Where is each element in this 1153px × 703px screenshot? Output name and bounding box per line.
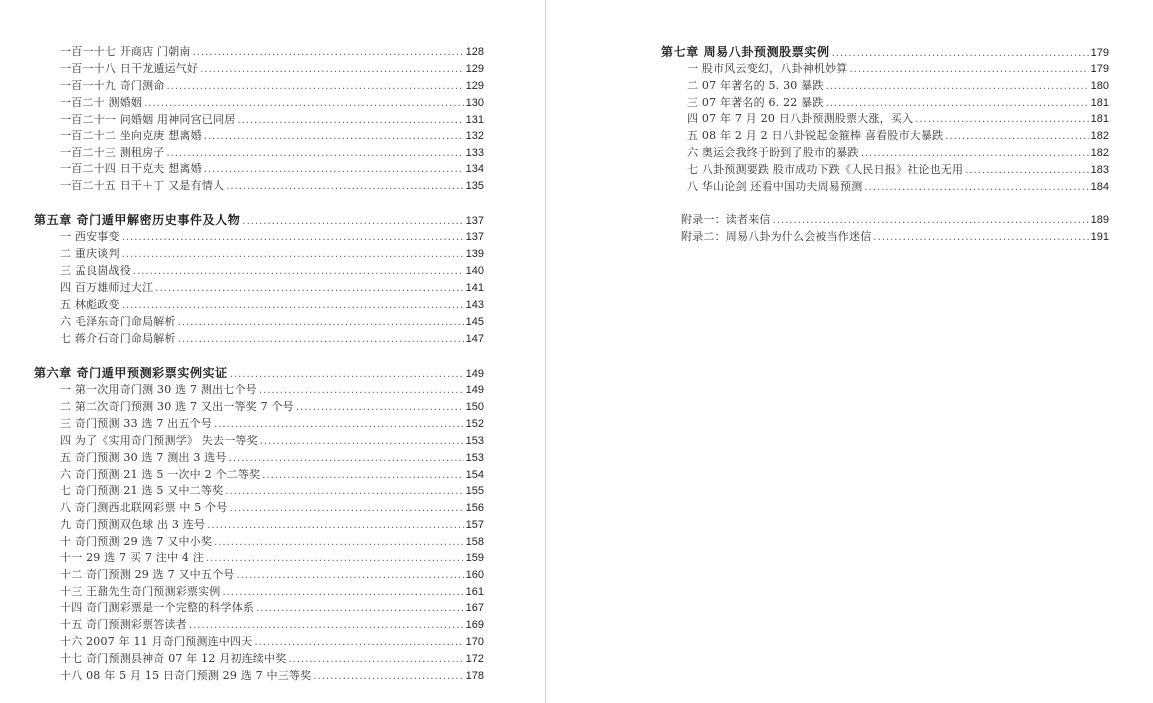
toc-entry-title: 六 毛泽东奇门命局解析 [60, 315, 176, 328]
toc-page-number: 182 [1090, 147, 1109, 159]
dot-leader [189, 618, 464, 634]
toc-chapter-entry [34, 212, 484, 228]
toc-page-number: 178 [465, 670, 484, 682]
dot-leader [178, 332, 464, 348]
toc-entry-title: 十三 王鼐先生奇门预测彩票实例 [60, 585, 221, 598]
toc-page-number: 179 [1090, 63, 1109, 75]
toc-page-number: 153 [465, 435, 484, 447]
toc-page-number: 128 [465, 46, 484, 58]
dot-leader [178, 315, 464, 331]
toc-section-entry [34, 500, 484, 516]
dot-leader [242, 214, 463, 230]
toc-section-entry [34, 534, 484, 550]
toc-entry-title: 一百二十五 日干＋丁 又是有情人 [60, 179, 225, 192]
toc-entry-title: 二 第二次奇门预测 30 选 7 又出一等奖 7 个号 [60, 400, 294, 413]
toc-entry-title: 一百一十七 开商店 门朝南 [60, 45, 191, 58]
dot-leader [832, 46, 1089, 62]
dot-leader [850, 62, 1089, 78]
toc-section-entry [34, 550, 484, 566]
dot-leader [861, 146, 1089, 162]
dot-leader [288, 652, 463, 668]
dot-leader [144, 96, 464, 112]
toc-entry-title: 六 奇门预测 21 选 5 一次中 2 个二等奖 [60, 468, 261, 481]
dot-leader [204, 162, 464, 178]
toc-page-number: 149 [465, 368, 484, 380]
toc-section-entry [34, 467, 484, 483]
toc-page-number: 191 [1090, 231, 1109, 243]
toc-entry-title: 七 奇门预测 21 选 5 又中二等奖 [60, 484, 224, 497]
dot-leader [193, 45, 464, 61]
toc-page-number: 134 [465, 163, 484, 175]
dot-leader [229, 451, 464, 467]
toc-page-number: 189 [1090, 214, 1109, 226]
toc-page-number: 129 [465, 63, 484, 75]
toc-entry-title: 三 07 年著名的 6. 22 暴跌 [687, 96, 824, 109]
toc-page-number: 184 [1090, 181, 1109, 193]
toc-section-entry [661, 95, 1109, 111]
toc-section-entry [34, 433, 484, 449]
toc-page-number: 172 [465, 653, 484, 665]
dot-leader [259, 383, 464, 399]
dot-leader [313, 669, 463, 685]
toc-page-number: 180 [1090, 80, 1109, 92]
toc-page-number: 143 [465, 299, 484, 311]
toc-page-number: 170 [465, 636, 484, 648]
dot-leader [965, 163, 1088, 179]
dot-leader [225, 484, 463, 500]
toc-section-entry [34, 78, 484, 94]
toc-entry-title: 第七章 周易八卦预测股票实例 [661, 45, 830, 59]
toc-entry-title: 十六 2007 年 11 月奇门预测连中四天 [60, 635, 253, 648]
toc-entry-title: 四 百万雄师过大江 [60, 281, 154, 294]
toc-section-entry [661, 162, 1109, 178]
dot-leader [133, 264, 464, 280]
dot-leader [226, 179, 463, 195]
toc-page-number: 160 [465, 569, 484, 581]
toc-entry-title: 十一 29 选 7 买 7 注中 4 注 [60, 551, 204, 564]
toc-page-number: 135 [465, 180, 484, 192]
toc-entry-title: 十七 奇门预测县神奇 07 年 12 月初连续中奖 [60, 652, 287, 665]
dot-leader [214, 417, 464, 433]
dot-leader [873, 230, 1088, 246]
toc-section-entry [34, 263, 484, 279]
toc-entry-title: 三 奇门预测 33 选 7 出五个号 [60, 417, 213, 430]
toc-page-number: 150 [465, 401, 484, 413]
dot-leader [296, 400, 464, 416]
toc-section-entry [34, 668, 484, 684]
dot-leader [200, 62, 464, 78]
toc-entry-title: 一百二十三 测租房子 [60, 146, 165, 159]
toc-page-number: 183 [1090, 164, 1109, 176]
toc-entry-title: 一 第一次用奇门测 30 选 7 测出七个号 [60, 383, 257, 396]
toc-section-entry [34, 297, 484, 313]
toc-section-entry [661, 145, 1109, 161]
toc-section-entry [34, 145, 484, 161]
toc-entry-title: 第五章 奇门遁甲解密历史事件及人物 [34, 213, 241, 227]
toc-entry-title: 一百一十八 日干龙遁运气好 [60, 62, 199, 75]
toc-section-entry [661, 128, 1109, 144]
toc-entry-title: 六 奥运会我终于盼到了股市的暴跌 [687, 146, 859, 159]
toc-page-number: 161 [465, 586, 484, 598]
toc-section-entry [34, 128, 484, 144]
toc-entry-title: 二 重庆谈判 [60, 247, 120, 260]
dot-leader [915, 112, 1088, 128]
dot-leader [122, 230, 464, 246]
toc-entry-title: 九 奇门预测双色球 出 3 连号 [60, 518, 206, 531]
dot-leader [864, 180, 1088, 196]
left-page [0, 0, 546, 703]
toc-page-number: 152 [465, 418, 484, 430]
toc-entry-title: 四 07 年 7 月 20 日八卦预测股票大涨，买入 [687, 112, 914, 125]
dot-leader [945, 129, 1088, 145]
toc-page-number: 145 [465, 316, 484, 328]
toc-entry-title: 一 股市风云变幻，八卦神机妙算 [687, 62, 848, 75]
toc-section-entry [34, 517, 484, 533]
toc-section-entry [661, 111, 1109, 127]
toc-page-number: 181 [1090, 113, 1109, 125]
toc-entry-title: 附录二：周易八卦为什么会被当作迷信 [681, 230, 872, 243]
dot-leader [167, 79, 464, 95]
toc-page-number: 139 [465, 248, 484, 260]
toc-page-number: 140 [465, 265, 484, 277]
toc-chapter-entry [34, 365, 484, 381]
toc-entry-title: 一百二十四 日干克夫 想离婚 [60, 162, 202, 175]
toc-section-entry [34, 246, 484, 262]
toc-page-number: 159 [465, 552, 484, 564]
toc-section-entry [34, 450, 484, 466]
dot-leader [256, 601, 464, 617]
toc-entry-title: 七 八卦预测要跌 股市成功下跌《人民日报》社论也无用 [687, 163, 964, 176]
dot-leader [167, 146, 464, 162]
dot-leader [260, 434, 464, 450]
toc-entry-title: 一百二十 测婚姻 [60, 96, 143, 109]
toc-section-entry [34, 280, 484, 296]
toc-section-entry [34, 229, 484, 245]
dot-leader [262, 468, 463, 484]
toc-page-number: 147 [465, 333, 484, 345]
dot-leader [230, 501, 464, 517]
toc-entry-title: 一 西安事变 [60, 230, 120, 243]
dot-leader [122, 298, 464, 314]
toc-section-entry [34, 331, 484, 347]
toc-page-number: 156 [465, 502, 484, 514]
toc-page-number: 130 [465, 97, 484, 109]
toc-entry-title: 十 奇门预测 29 选 7 又中小奖 [60, 535, 213, 548]
toc-entry-title: 七 蒋介石奇门命局解析 [60, 332, 176, 345]
toc-entry-title: 一百二十一 问婚姻 用神同宫已同居 [60, 113, 236, 126]
toc-section-entry [34, 161, 484, 177]
dot-leader [826, 79, 1089, 95]
toc-section-entry [34, 584, 484, 600]
toc-section-entry [34, 382, 484, 398]
toc-entry-title: 八 华山论剑 还看中国功夫周易预测 [687, 180, 863, 193]
toc-page-number: 132 [465, 130, 484, 142]
toc-entry-title: 十五 奇门预测彩票答读者 [60, 618, 187, 631]
toc-entry-title: 一百一十九 奇门测命 [60, 79, 165, 92]
toc-appendix-entry [661, 212, 1109, 228]
toc-page-number: 154 [465, 469, 484, 481]
right-page [547, 0, 1153, 703]
toc-section-entry [34, 44, 484, 60]
toc-entry-title: 四 为了《实用奇门预测学》 失去一等奖 [60, 434, 258, 447]
toc-entry-title: 二 07 年著名的 5. 30 暴跌 [687, 79, 824, 92]
dot-leader [207, 518, 463, 534]
dot-leader [122, 247, 464, 263]
toc-section-entry [34, 651, 484, 667]
toc-entry-title: 五 奇门预测 30 选 7 测出 3 选号 [60, 451, 227, 464]
toc-entry-title: 十八 08 年 5 月 15 日奇门预测 29 选 7 中三等奖 [60, 669, 312, 682]
toc-entry-title: 附录一：读者来信 [681, 213, 771, 226]
dot-leader [236, 568, 463, 584]
toc-section-entry [34, 61, 484, 77]
dot-leader [206, 551, 464, 567]
toc-section-entry [661, 61, 1109, 77]
toc-page-number: 157 [465, 519, 484, 531]
dot-leader [155, 281, 463, 297]
toc-section-entry [34, 617, 484, 633]
toc-page-number: 129 [465, 80, 484, 92]
toc-section-entry [34, 112, 484, 128]
toc-page-number: 155 [465, 485, 484, 497]
dot-leader [214, 535, 464, 551]
dot-leader [773, 213, 1089, 229]
toc-entry-title: 五 林彪政变 [60, 298, 120, 311]
toc-section-entry [34, 567, 484, 583]
dot-leader [230, 367, 464, 383]
toc-entry-title: 一百二十二 坐向克庚 想离婚 [60, 129, 202, 142]
toc-page-number: 131 [465, 114, 484, 126]
toc-section-entry [34, 634, 484, 650]
dot-leader [826, 96, 1089, 112]
toc-entry-title: 十四 奇门测彩票是一个完整的科学体系 [60, 601, 255, 614]
toc-page-number: 158 [465, 536, 484, 548]
toc-page-number: 182 [1090, 130, 1109, 142]
toc-entry-title: 第六章 奇门遁甲预测彩票实例实证 [34, 366, 228, 380]
toc-page-number: 179 [1090, 47, 1109, 59]
toc-section-entry [661, 78, 1109, 94]
dot-leader [204, 129, 464, 145]
toc-page-number: 153 [465, 452, 484, 464]
toc-page-number: 181 [1090, 97, 1109, 109]
toc-page-number: 141 [465, 282, 484, 294]
toc-section-entry [34, 416, 484, 432]
toc-page-number: 169 [465, 619, 484, 631]
toc-section-entry [661, 179, 1109, 195]
toc-entry-title: 五 08 年 2 月 2 日八卦锐起金箍棒 喜看股市大暴跌 [687, 129, 944, 142]
toc-page-number: 149 [465, 384, 484, 396]
toc-entry-title: 八 奇门测西北联网彩票 中 5 个号 [60, 501, 228, 514]
toc-page-number: 167 [465, 602, 484, 614]
toc-section-entry [34, 178, 484, 194]
dot-leader [237, 113, 463, 129]
toc-entry-title: 三 孟良崮战役 [60, 264, 131, 277]
toc-page-number: 133 [465, 147, 484, 159]
toc-section-entry [34, 399, 484, 415]
dot-leader [223, 585, 464, 601]
toc-page-number: 137 [465, 231, 484, 243]
toc-appendix-entry [661, 229, 1109, 245]
toc-page-number: 137 [465, 215, 484, 227]
toc-chapter-entry [661, 44, 1109, 60]
dot-leader [254, 635, 463, 651]
toc-entry-title: 十二 奇门预测 29 选 7 又中五个号 [60, 568, 235, 581]
toc-section-entry [34, 600, 484, 616]
toc-section-entry [34, 483, 484, 499]
toc-section-entry [34, 314, 484, 330]
page-spine [545, 0, 546, 703]
toc-section-entry [34, 95, 484, 111]
